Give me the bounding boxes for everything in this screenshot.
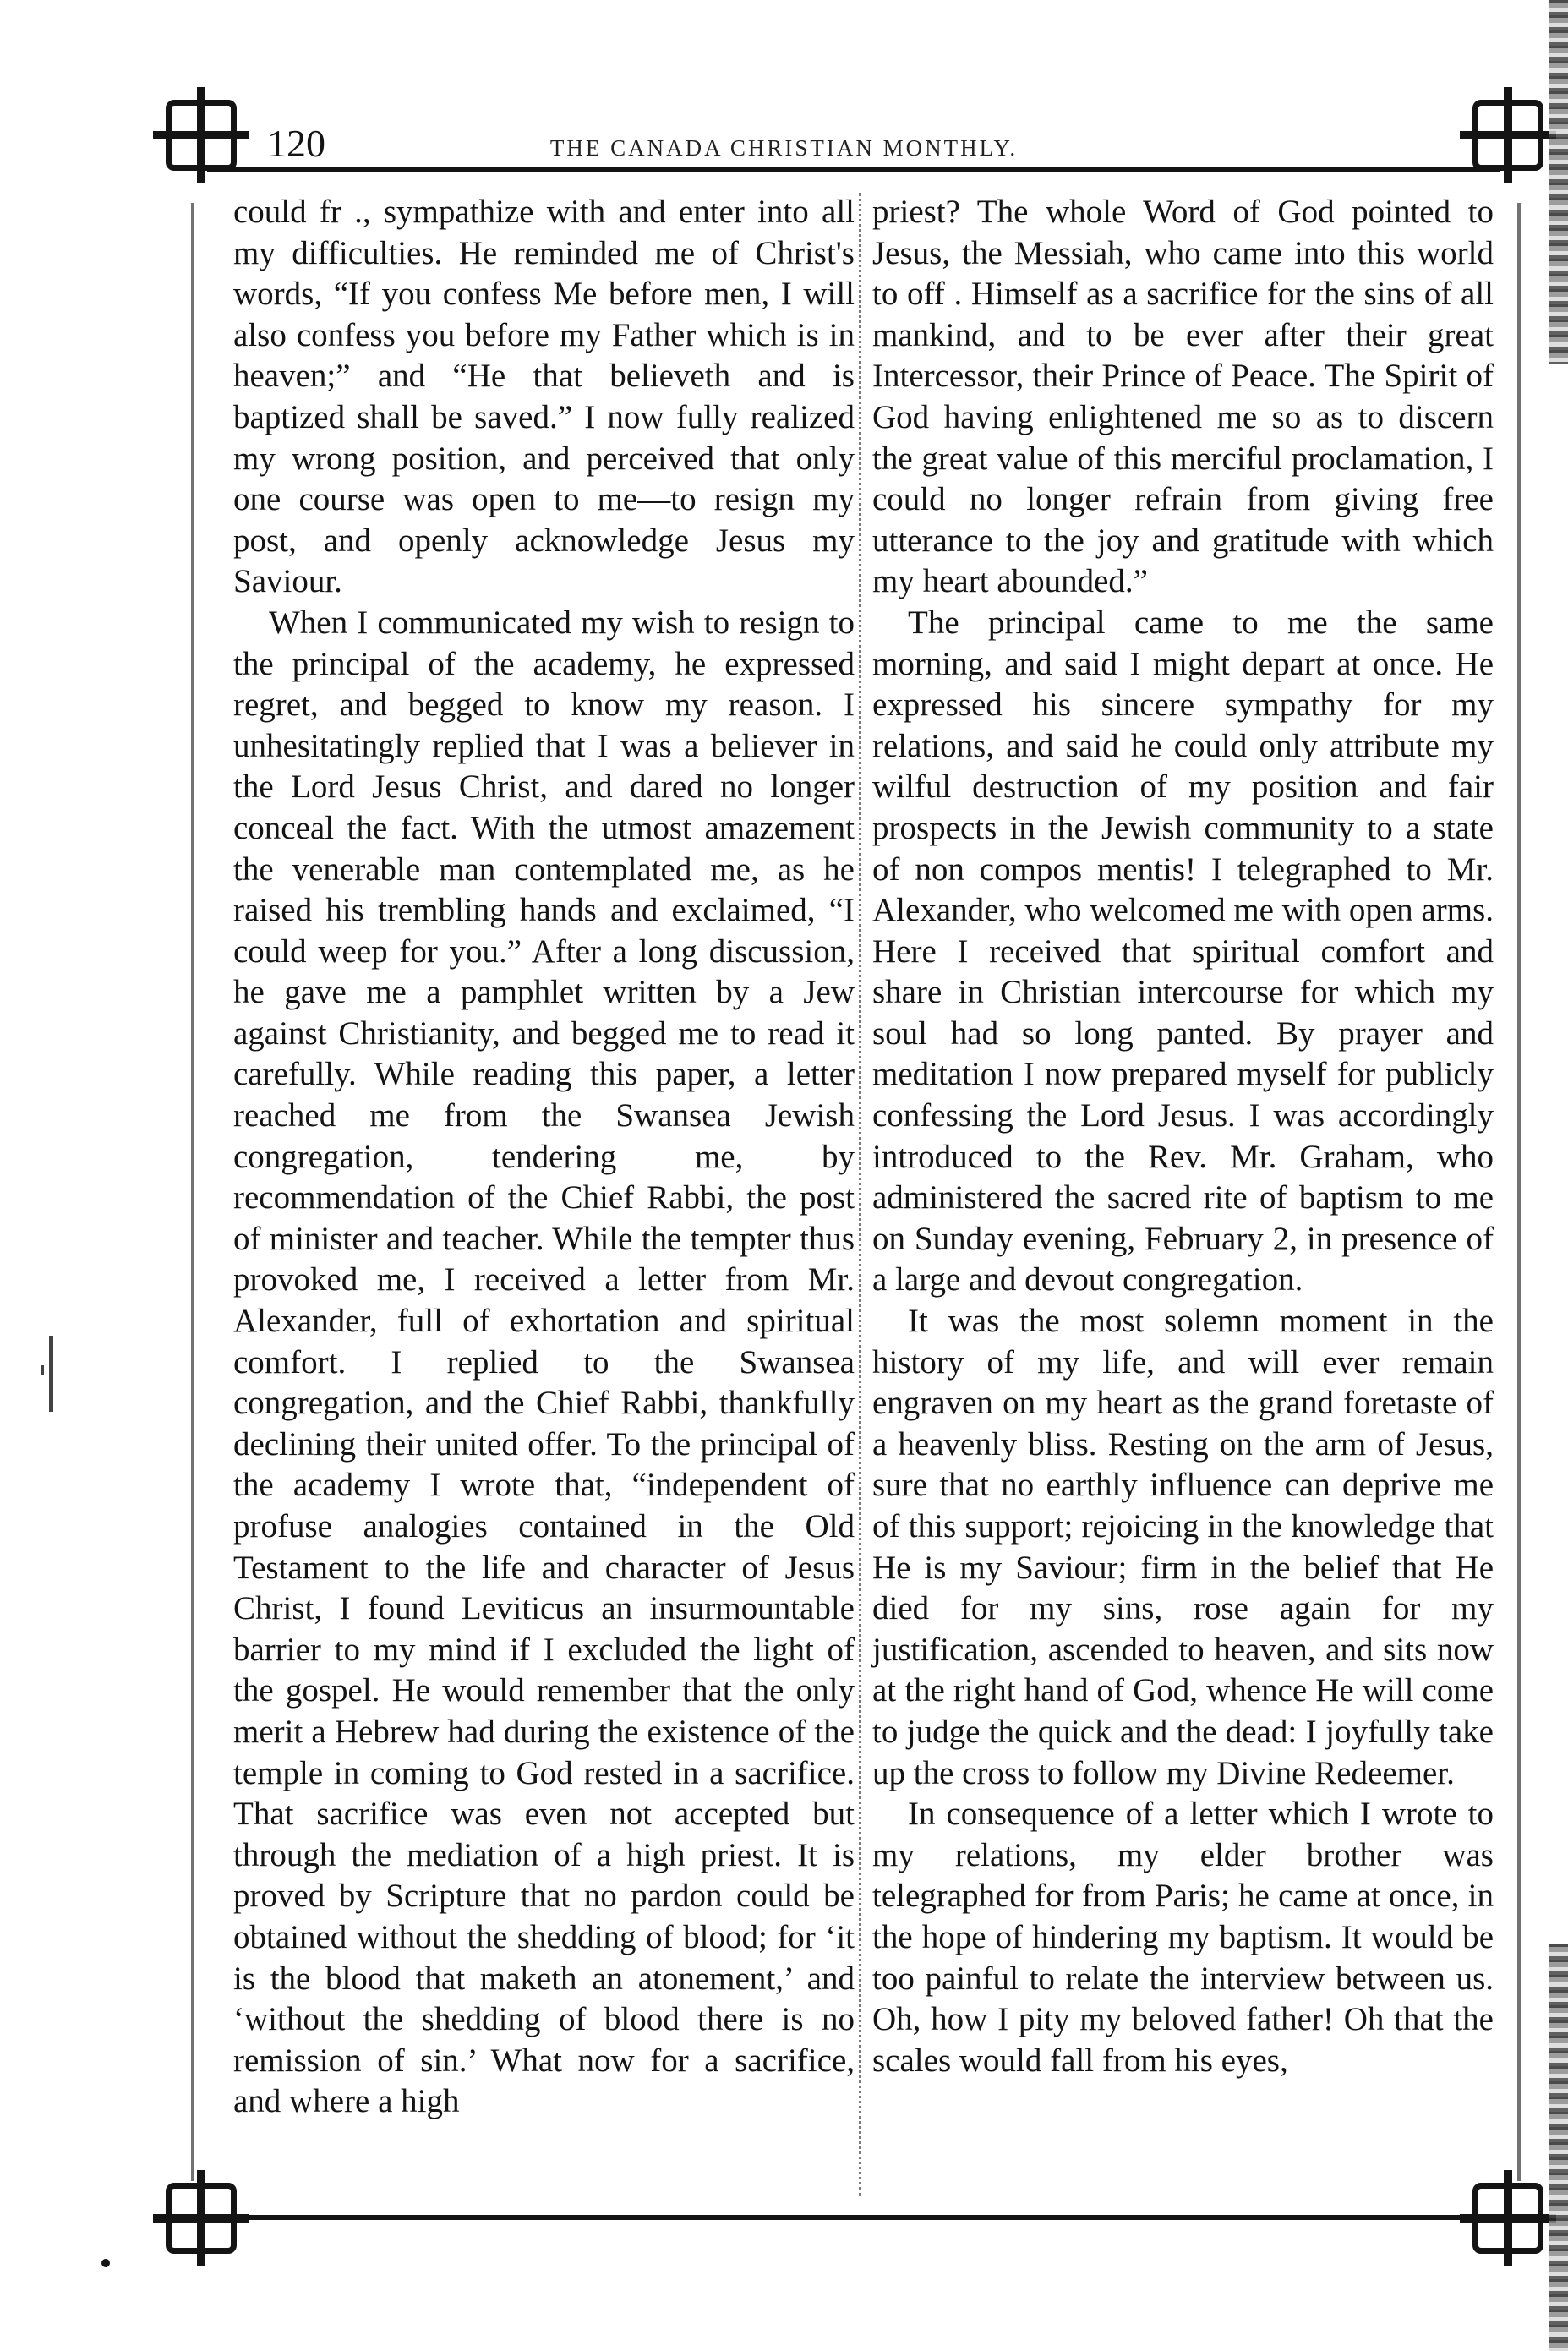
bottom-rule	[207, 2215, 1500, 2220]
scan-speck	[41, 1365, 44, 1375]
left-rule	[191, 203, 194, 2181]
corner-ornament-icon	[166, 100, 237, 171]
scan-speck	[49, 1336, 53, 1412]
left-column	[233, 192, 855, 2123]
paragraph: The principal came to me the same morning, and said I might depart at once. He expressed his sincere sympathy for my relations, and said he could only attribute my wilful destruction of my position and fair prospects in the Jewish community to a state of non compos mentis! I telegraphed to Mr. Alexander, who welcomed me with open arms. Here I received that spiritual comfort and share in Christian intercourse for which my soul had so long panted. By prayer and meditation I now prepared myself for publicly confessing the Lord Jesus. I was accordingly introduced to the Rev. Mr. Graham, who administered the sacred rite of baptism to me on Sunday evening, February 2, in presence of a large and devout congregation.	[872, 604, 1494, 1299]
paragraph: In consequence of a letter which I wrote to my relations, my elder brother was telegraphed for from Paris; he came at once, in the hope of hindering my baptism. It would be too painful to relate the interview between us. Oh, how I pity my beloved father! Oh that the scales would fall from his eyes,	[872, 1796, 1494, 2079]
scan-speck	[101, 2259, 110, 2267]
scan-edge-shadow	[1549, 1944, 1568, 2351]
right-column	[872, 192, 1494, 2081]
right-rule	[1517, 203, 1521, 2181]
scan-edge-shadow	[1549, 0, 1568, 364]
corner-ornament-icon	[1472, 100, 1543, 171]
paragraph: When I communicated my wish to resign to the principal of the academy, he expressed regret, and begged to know my reason. I unhesitatingly replied that I was a believer in the Lord Jesus Christ, and dared no longer conceal the fact. With the utmost amazement the venerable man contemplated me, as he raised his trembling hands and exclaimed, “I could weep for you.” After a long discussion, he gave me a pamphlet written by a Jew against Christianity, and begged me to read it carefully. While reading this paper, a letter reached me from the Swansea Jewish congregation, tendering me, by recommendation of the Chief Rabbi, the post of minister and teacher. While the tempter thus provoked me, I received a letter from Mr. Alexander, full of exhortation and spiritual comfort. I replied to the Swansea congregation, and the Chief Rabbi, thankfully declining their united offer. To the principal of the academy I wrote that, “independent of profuse analogies contained in the Old Testament to the life and character of Jesus Christ, I found Leviticus an insurmountable barrier to my mind if I excluded the light of the gospel. He would remember that the only merit a Hebrew had during the existence of the temple in coming to God rested in a sacrifice. That sacrifice was even not accepted but through the mediation of a high priest. It is proved by Scripture that no pardon could be obtained without the shedding of blood; for ‘it is the blood that maketh an atonement,’ and ‘without the shedding of blood there is no remission of sin.’ What now for a sacrifice, and where a high	[233, 604, 855, 2120]
page-number: 120	[267, 122, 325, 165]
running-title: THE CANADA CHRISTIAN MONTHLY.	[549, 135, 1019, 161]
corner-ornament-icon	[1472, 2183, 1543, 2254]
paragraph: It was the most solemn moment in the history of my life, and will ever remain engraven on my heart as the grand foretaste of a heavenly bliss. Resting on the arm of Jesus, sure that no earthly influence can deprive me of this support; rejoicing in the knowledge that He is my Saviour; firm in the belief that He died for my sins, rose again for my justification, ascended to heaven, and sits now at the right hand of God, whence He will come to judge the quick and the dead: I joyfully take up the cross to follow my Divine Redeemer.	[872, 1303, 1494, 1791]
paragraph: priest? The whole Word of God pointed to Jesus, the Messiah, who came into this world to off . Himself as a sacrifice for the sins of all mankind, and to be ever after their great Intercessor, their Prince of Peace. The Spirit of God having enlightened me so as to discern the great value of this merciful proclamation, I could no longer refrain from giving free utterance to the joy and gratitude with which my heart abounded.”	[872, 194, 1494, 600]
column-divider	[859, 193, 861, 2196]
paragraph: could fr ., sympathize with and enter into all my difficulties. He reminded me of Christ's words, “If you confess Me before men, I will also confess you before my Father which is in heaven;” and “He that believeth and is baptized shall be saved.” I now fully realized my wrong position, and perceived that only one course was open to me—to resign my post, and openly acknowledge Jesus my Saviour.	[233, 194, 855, 600]
corner-ornament-icon	[166, 2183, 237, 2254]
